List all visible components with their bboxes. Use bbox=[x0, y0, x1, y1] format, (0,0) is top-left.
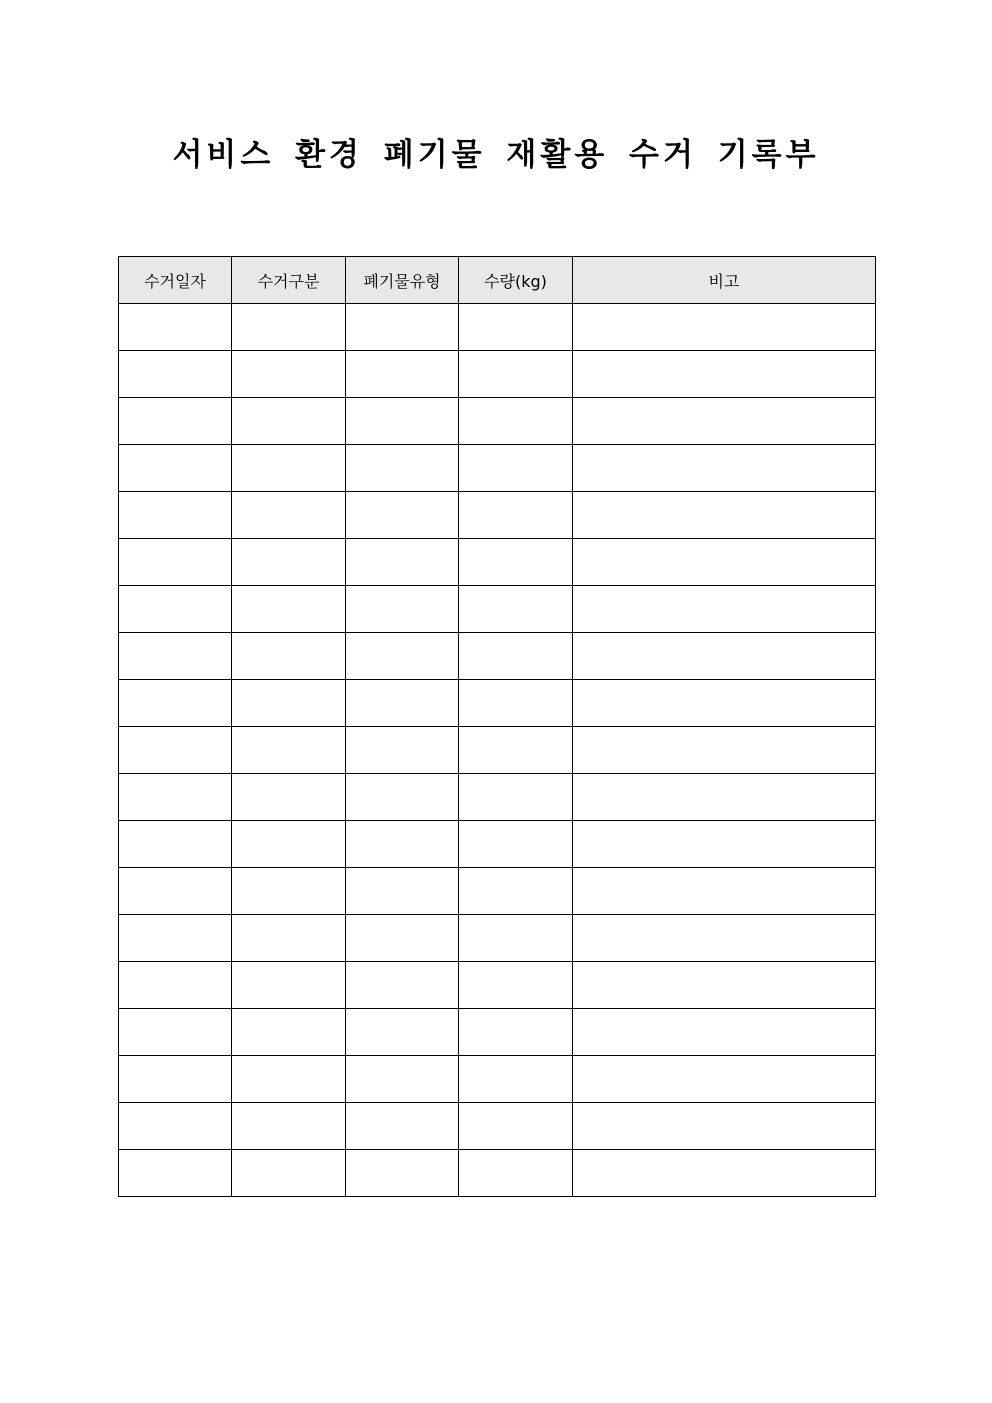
cell-collection-type[interactable] bbox=[232, 774, 346, 821]
cell-collection-date[interactable] bbox=[119, 1009, 232, 1056]
table-row bbox=[119, 1150, 876, 1197]
cell-collection-type[interactable] bbox=[232, 586, 346, 633]
cell-collection-type[interactable] bbox=[232, 539, 346, 586]
cell-quantity[interactable] bbox=[459, 398, 573, 445]
table-row bbox=[119, 539, 876, 586]
cell-quantity[interactable] bbox=[459, 492, 573, 539]
cell-quantity[interactable] bbox=[459, 727, 573, 774]
cell-remarks[interactable] bbox=[573, 492, 876, 539]
column-header-collection-date: 수거일자 bbox=[119, 257, 232, 304]
cell-quantity[interactable] bbox=[459, 962, 573, 1009]
cell-quantity[interactable] bbox=[459, 1056, 573, 1103]
cell-collection-type[interactable] bbox=[232, 445, 346, 492]
cell-collection-type[interactable] bbox=[232, 1103, 346, 1150]
cell-collection-type[interactable] bbox=[232, 1150, 346, 1197]
table-row bbox=[119, 492, 876, 539]
cell-quantity[interactable] bbox=[459, 821, 573, 868]
cell-collection-type[interactable] bbox=[232, 304, 346, 351]
cell-quantity[interactable] bbox=[459, 304, 573, 351]
cell-collection-date[interactable] bbox=[119, 633, 232, 680]
cell-remarks[interactable] bbox=[573, 539, 876, 586]
cell-collection-type[interactable] bbox=[232, 727, 346, 774]
table-row bbox=[119, 868, 876, 915]
cell-waste-type[interactable] bbox=[346, 586, 459, 633]
cell-remarks[interactable] bbox=[573, 1009, 876, 1056]
cell-quantity[interactable] bbox=[459, 868, 573, 915]
cell-collection-date[interactable] bbox=[119, 1056, 232, 1103]
table-row bbox=[119, 774, 876, 821]
cell-quantity[interactable] bbox=[459, 539, 573, 586]
cell-collection-type[interactable] bbox=[232, 868, 346, 915]
cell-collection-date[interactable] bbox=[119, 774, 232, 821]
cell-remarks[interactable] bbox=[573, 586, 876, 633]
cell-collection-date[interactable] bbox=[119, 868, 232, 915]
cell-waste-type[interactable] bbox=[346, 492, 459, 539]
cell-collection-type[interactable] bbox=[232, 1009, 346, 1056]
table-row bbox=[119, 445, 876, 492]
cell-remarks[interactable] bbox=[573, 445, 876, 492]
column-header-waste-type: 폐기물유형 bbox=[346, 257, 459, 304]
cell-quantity[interactable] bbox=[459, 351, 573, 398]
cell-collection-date[interactable] bbox=[119, 821, 232, 868]
cell-remarks[interactable] bbox=[573, 774, 876, 821]
cell-collection-date[interactable] bbox=[119, 304, 232, 351]
cell-waste-type[interactable] bbox=[346, 351, 459, 398]
collection-record-table bbox=[118, 256, 876, 1197]
cell-collection-date[interactable] bbox=[119, 727, 232, 774]
cell-collection-date[interactable] bbox=[119, 1103, 232, 1150]
cell-waste-type[interactable] bbox=[346, 1009, 459, 1056]
cell-remarks[interactable] bbox=[573, 1103, 876, 1150]
cell-quantity[interactable] bbox=[459, 1009, 573, 1056]
table-body bbox=[119, 304, 876, 1197]
cell-collection-date[interactable] bbox=[119, 492, 232, 539]
cell-quantity[interactable] bbox=[459, 633, 573, 680]
cell-collection-date[interactable] bbox=[119, 539, 232, 586]
cell-collection-type[interactable] bbox=[232, 492, 346, 539]
cell-waste-type[interactable] bbox=[346, 1103, 459, 1150]
table-row bbox=[119, 821, 876, 868]
cell-collection-date[interactable] bbox=[119, 962, 232, 1009]
cell-waste-type[interactable] bbox=[346, 774, 459, 821]
cell-quantity[interactable] bbox=[459, 1103, 573, 1150]
cell-collection-date[interactable] bbox=[119, 1150, 232, 1197]
cell-collection-type[interactable] bbox=[232, 680, 346, 727]
table-row bbox=[119, 727, 876, 774]
table-row bbox=[119, 351, 876, 398]
table-row bbox=[119, 680, 876, 727]
cell-remarks[interactable] bbox=[573, 633, 876, 680]
cell-collection-type[interactable] bbox=[232, 633, 346, 680]
cell-waste-type[interactable] bbox=[346, 868, 459, 915]
cell-quantity[interactable] bbox=[459, 1150, 573, 1197]
cell-quantity[interactable] bbox=[459, 445, 573, 492]
cell-remarks[interactable] bbox=[573, 398, 876, 445]
table-header bbox=[119, 257, 876, 304]
table-row bbox=[119, 304, 876, 351]
cell-quantity[interactable] bbox=[459, 774, 573, 821]
cell-remarks[interactable] bbox=[573, 915, 876, 962]
table-row bbox=[119, 633, 876, 680]
column-header-remarks: 비고 bbox=[573, 257, 876, 304]
cell-waste-type[interactable] bbox=[346, 304, 459, 351]
cell-collection-date[interactable] bbox=[119, 586, 232, 633]
cell-collection-date[interactable] bbox=[119, 445, 232, 492]
cell-collection-date[interactable] bbox=[119, 398, 232, 445]
cell-collection-date[interactable] bbox=[119, 680, 232, 727]
cell-remarks[interactable] bbox=[573, 868, 876, 915]
cell-waste-type[interactable] bbox=[346, 821, 459, 868]
cell-remarks[interactable] bbox=[573, 727, 876, 774]
column-header-collection-type: 수거구분 bbox=[232, 257, 346, 304]
column-header-quantity: 수량(kg) bbox=[459, 257, 573, 304]
table-row bbox=[119, 1009, 876, 1056]
table-row bbox=[119, 962, 876, 1009]
cell-waste-type[interactable] bbox=[346, 962, 459, 1009]
table-row bbox=[119, 1103, 876, 1150]
cell-waste-type[interactable] bbox=[346, 445, 459, 492]
table-row bbox=[119, 1056, 876, 1103]
table-row bbox=[119, 915, 876, 962]
table-row bbox=[119, 586, 876, 633]
cell-waste-type[interactable] bbox=[346, 398, 459, 445]
cell-quantity[interactable] bbox=[459, 915, 573, 962]
cell-remarks[interactable] bbox=[573, 304, 876, 351]
cell-remarks[interactable] bbox=[573, 962, 876, 1009]
cell-quantity[interactable] bbox=[459, 680, 573, 727]
cell-waste-type[interactable] bbox=[346, 680, 459, 727]
cell-collection-date[interactable] bbox=[119, 351, 232, 398]
cell-remarks[interactable] bbox=[573, 351, 876, 398]
cell-remarks[interactable] bbox=[573, 680, 876, 727]
cell-collection-type[interactable] bbox=[232, 1056, 346, 1103]
cell-waste-type[interactable] bbox=[346, 539, 459, 586]
cell-waste-type[interactable] bbox=[346, 915, 459, 962]
cell-collection-type[interactable] bbox=[232, 962, 346, 1009]
cell-remarks[interactable] bbox=[573, 1056, 876, 1103]
cell-waste-type[interactable] bbox=[346, 633, 459, 680]
cell-waste-type[interactable] bbox=[346, 1150, 459, 1197]
cell-waste-type[interactable] bbox=[346, 1056, 459, 1103]
cell-collection-type[interactable] bbox=[232, 821, 346, 868]
cell-collection-type[interactable] bbox=[232, 351, 346, 398]
cell-collection-type[interactable] bbox=[232, 915, 346, 962]
cell-quantity[interactable] bbox=[459, 586, 573, 633]
header-row bbox=[119, 257, 876, 304]
cell-remarks[interactable] bbox=[573, 821, 876, 868]
cell-collection-type[interactable] bbox=[232, 398, 346, 445]
cell-waste-type[interactable] bbox=[346, 727, 459, 774]
page-title: 서비스 환경 폐기물 재활용 수거 기록부 bbox=[172, 137, 820, 173]
cell-remarks[interactable] bbox=[573, 1150, 876, 1197]
cell-collection-date[interactable] bbox=[119, 915, 232, 962]
table-row bbox=[119, 398, 876, 445]
